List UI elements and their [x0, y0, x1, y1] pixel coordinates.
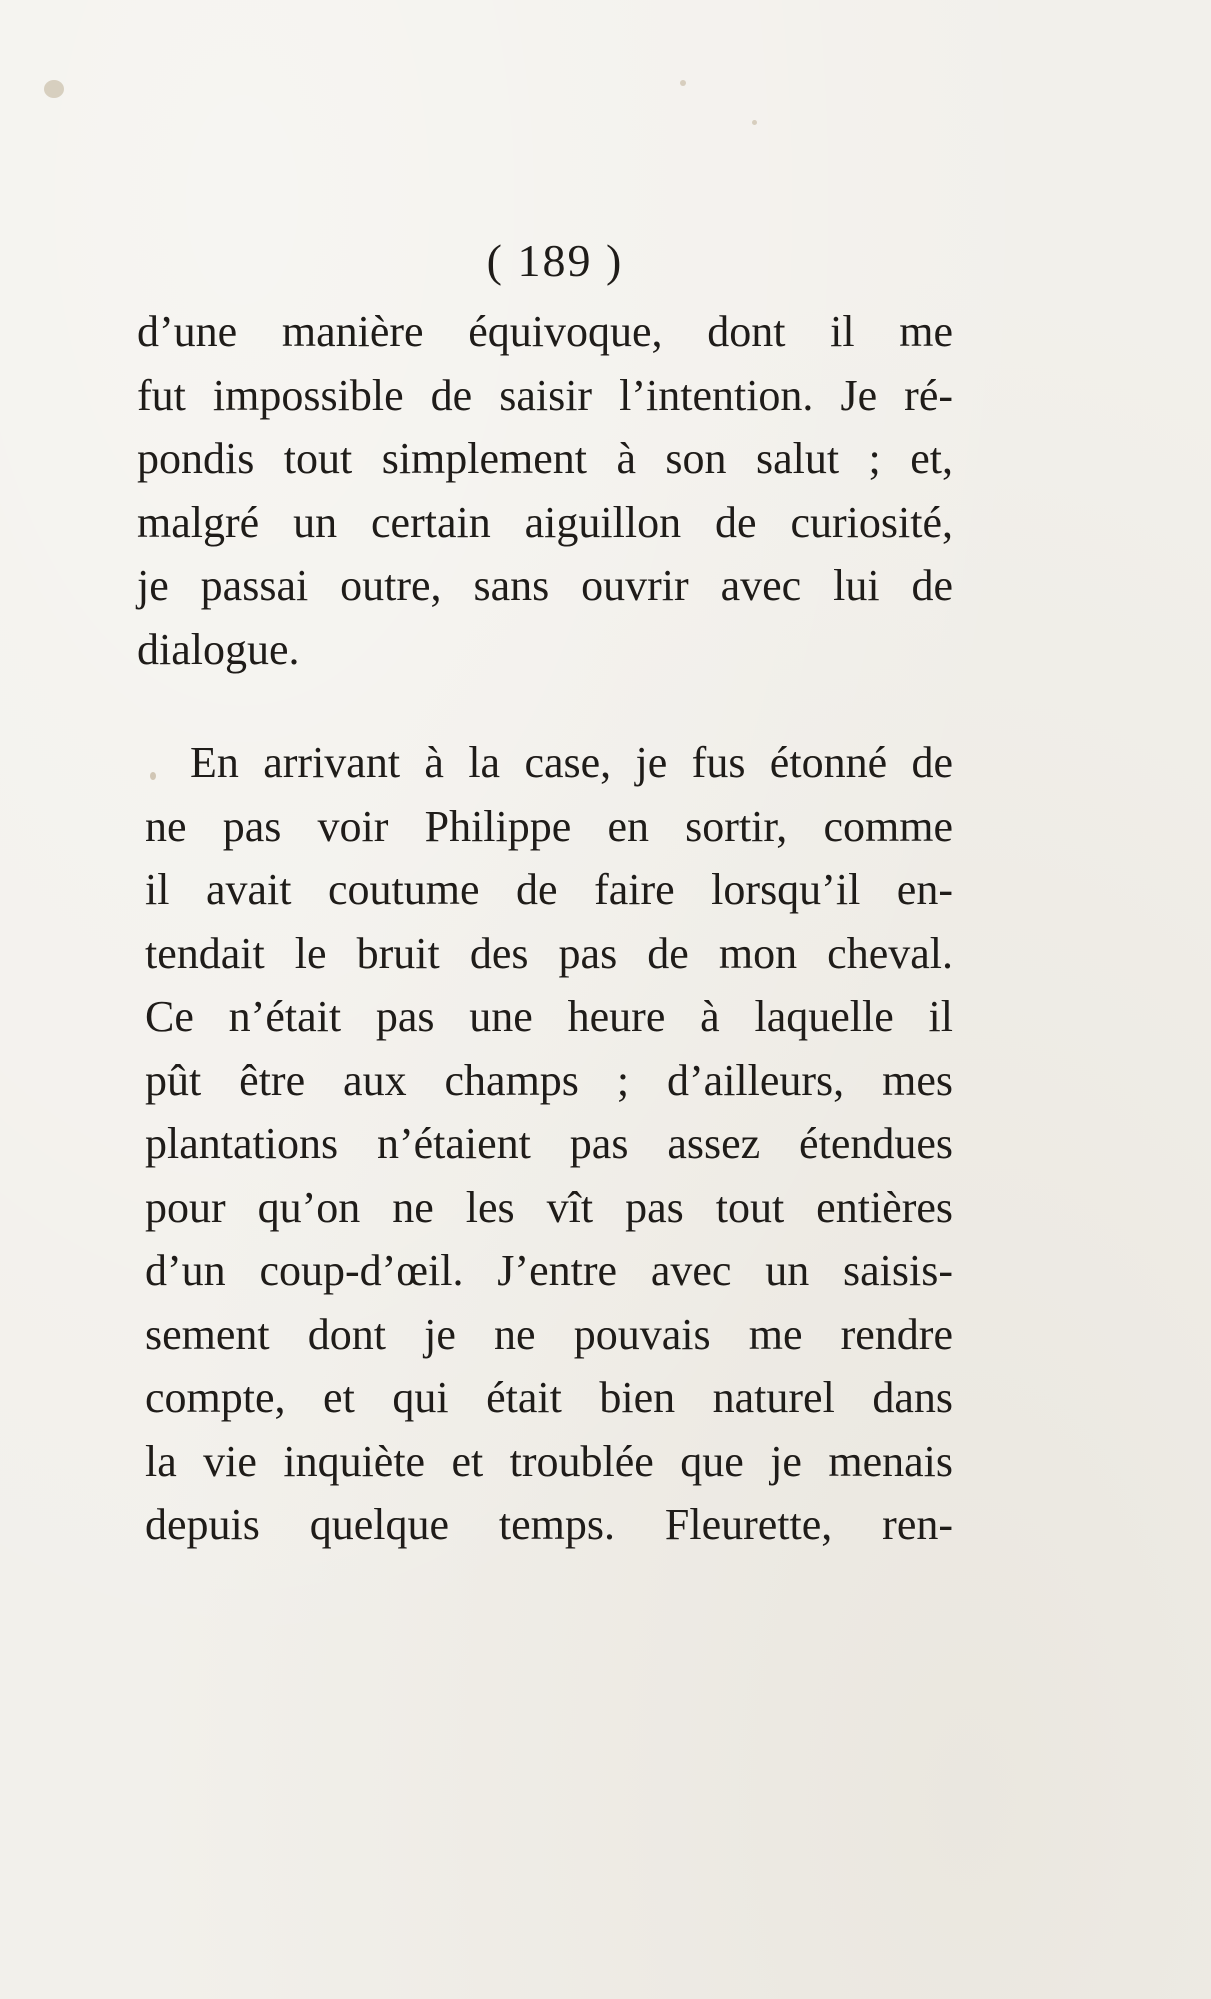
foxing-speck: [44, 80, 64, 98]
text-line: pondis tout simplement à son salut ; et,: [137, 434, 953, 483]
foxing-speck: [752, 120, 757, 125]
page-text: [137, 228, 953, 1557]
text-line: Ce n’était pas une heure à laquelle il: [145, 992, 953, 1041]
text-line: dialogue.: [137, 624, 300, 674]
text-line: la vie inquiète et troublée que je menais: [145, 1436, 953, 1486]
text-line: il avait coutume de faire lorsqu’il en-: [145, 865, 953, 914]
text-line: pût être aux champs ; d’ailleurs, mes: [145, 1055, 953, 1105]
text-line: malgré un certain aiguillon de curiosité,: [137, 497, 953, 547]
text-line: pour qu’on ne les vît pas tout entières: [145, 1182, 953, 1232]
text-line: fut impossible de saisir l’intention. Je ré-: [137, 370, 953, 420]
paragraph: [137, 300, 953, 681]
text-line: ne pas voir Philippe en sortir, comme: [145, 801, 953, 851]
text-line: depuis quelque temps. Fleurette, ren-: [145, 1500, 953, 1549]
text-line: je passai outre, sans ouvrir avec lui de: [137, 561, 953, 610]
text-line: tendait le bruit des pas de mon cheval.: [145, 928, 953, 978]
page-number: ( 189 ): [486, 235, 624, 286]
text-line: d’un coup-d’œil. J’entre avec un saisis-: [145, 1246, 953, 1295]
text-line: d’une manière équivoque, dont il me: [137, 307, 953, 356]
foxing-speck: [680, 80, 686, 86]
text-line: sement dont je ne pouvais me rendre: [145, 1309, 953, 1359]
text-line: compte, et qui était bien naturel dans: [145, 1373, 953, 1422]
text-line: plantations n’étaient pas assez étendues: [145, 1119, 953, 1168]
paragraph: [137, 731, 953, 1557]
text-line: En arrivant à la case, je fus étonné de: [190, 738, 953, 787]
paragraph-spacer: [137, 681, 953, 731]
